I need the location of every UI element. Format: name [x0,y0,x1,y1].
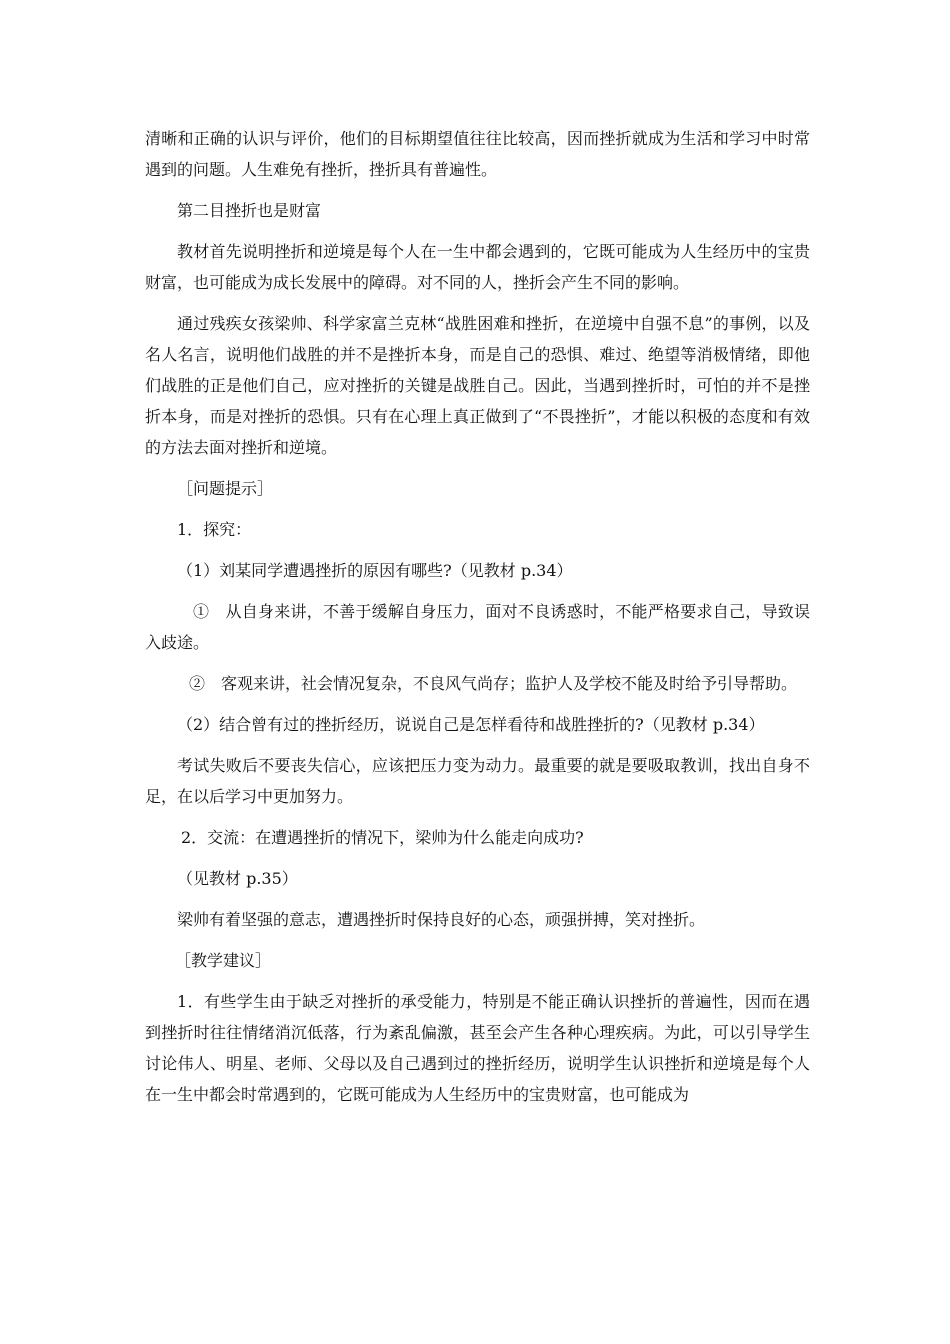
item-explore: 1．探究： [177,520,252,539]
heading-teaching-suggestions: ［教学建议］ [175,951,272,970]
answer-1-b: ② 客观来讲，社会情况复杂，不良风气尚存；监护人及学校不能及时给予引导帮助。 [189,674,798,693]
item-exchange: 2．交流：在遭遇挫折的情况下，梁帅为什么能走向成功? [181,828,584,847]
question-2: （2）结合曾有过的挫折经历，说说自己是怎样看待和战胜挫折的?（见教材 p.34） [177,715,765,734]
answer-1-a: ① 从自身来讲，不善于缓解自身压力，面对不良诱惑时，不能严格要求自己，导致误入歧途。 [145,602,810,652]
heading-question-hints: ［问题提示］ [177,479,274,498]
section-heading-second: 第二目挫折也是财富 [177,201,322,220]
document-body [145,123,810,1120]
textbook-reference: （见教材 p.35） [177,869,298,888]
suggestion-1: 1．有些学生由于缺乏对挫折的承受能力，特别是不能正确认识挫折的普遍性，因而在遇到挫折时往往情绪消沉低落，行为紊乱偏激，甚至会产生各种心理疾病。为此，可以引导学生讨论伟人、明星、老师、父母以及自己遇到过的挫折经历，说明学生认识挫折和逆境是每个人在一生中都会时常遇到的，它既可能成为人生经历中的宝贵财富，也可能成为 [145,992,810,1104]
paragraph-1: 清晰和正确的认识与评价，他们的目标期望值往往比较高，因而挫折就成为生活和学习中时常遇到的问题。人生难免有挫折，挫折具有普遍性。 [145,129,810,179]
paragraph-4: 通过残疾女孩梁帅、科学家富兰克林“战胜困难和挫折，在逆境中自强不息”的事例，以及名人名言，说明他们战胜的并不是挫折本身，而是自己的恐惧、难过、绝望等消极情绪，即他们战胜的正是他们自己，应对挫折的关键是战胜自己。因此，当遇到挫折时，可怕的并不是挫折本身，而是对挫折的恐惧。只有在心理上真正做到了“不畏挫折”，才能以积极的态度和有效的方法去面对挫折和逆境。 [145,314,810,457]
paragraph-3: 教材首先说明挫折和逆境是每个人在一生中都会遇到的，它既可能成为人生经历中的宝贵财富，也可能成为成长发展中的障碍。对不同的人，挫折会产生不同的影响。 [145,242,810,292]
answer-exchange: 梁帅有着坚强的意志，遭遇挫折时保持良好的心态，顽强拼搏，笑对挫折。 [177,910,706,929]
answer-2: 考试失败后不要丧失信心，应该把压力变为动力。最重要的就是要吸取教训，找出自身不足，在以后学习中更加努力。 [145,756,810,806]
question-1: （1）刘某同学遭遇挫折的原因有哪些?（见教材 p.34） [177,561,573,580]
